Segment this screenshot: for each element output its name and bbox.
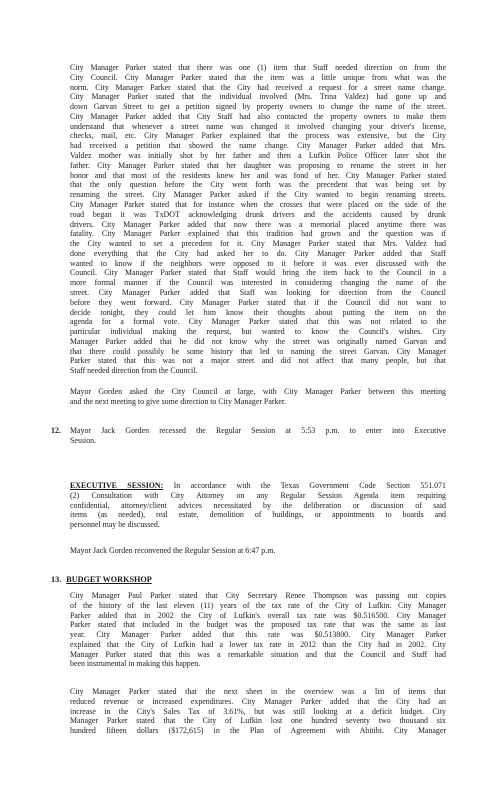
text-line: been instrumental in making this happen. bbox=[70, 659, 201, 669]
paragraph-budget-overview bbox=[70, 687, 446, 736]
text-line: that there could possibly be some history that led to naming the street Garvan. City Manager bbox=[70, 346, 446, 356]
text-line: items (as needed), real estate, demolition of buildings, or appointments to boards and bbox=[70, 510, 446, 520]
text-line: of the history of the last eleven (11) years of the tax rate of the City of Lufkin. City Manager bbox=[70, 600, 446, 610]
item-number: 13. bbox=[51, 575, 62, 584]
text-line: City Manager Paul Parker stated that City Secretary Renee Thompson was passing out copies bbox=[70, 591, 446, 600]
text-line: year. City Manager Parker added that this rate was $0.513800. City Manager Parker bbox=[70, 630, 446, 640]
text-line: before they went forward. City Manager Parker stated that if the Council did not want to bbox=[70, 297, 446, 307]
text-line: Mayor Jack Gorden recessed the Regular Session at 5:53 p.m. to enter into Executive bbox=[70, 426, 446, 435]
text-line: understand that whenever a street name was changed it involved changing your driver's license, bbox=[70, 121, 446, 131]
text-line: personnel may be discussed. bbox=[70, 520, 160, 530]
text-line: road began it was TxDOT acknowledging drunk drivers and the accidents caused by drunk bbox=[70, 209, 446, 219]
text-line: drivers. City Manager Parker added that now there was a memorial placed anytime there was bbox=[70, 219, 446, 229]
text-line: City Manager Parker stated that the individual involved (Mrs. Trina Valdez) had gone up and bbox=[70, 92, 446, 102]
text-line: down Garvan Street to get a petition signed by property owners to change the name of the street. bbox=[70, 102, 446, 112]
text-line: Session. bbox=[70, 435, 97, 445]
text-line: renaming the street. City Manager Parker asked if the City wanted to begin renaming streets. bbox=[70, 190, 446, 200]
text-line: explained that the City of Lufkin had a lower tax rate in 2012 than the City had in 2002. City bbox=[70, 639, 446, 649]
text-line: checks, mail, etc. City Manager Parker explained that the process was extensive, but the City bbox=[70, 131, 446, 141]
executive-session-paragraph bbox=[70, 481, 446, 530]
text-line: Manager Parker added that he did not know why the street was originally named Garvan and bbox=[70, 336, 446, 346]
text-line: hundred fifteen dollars ($172,615) in the Plan of Agreement with Abitibi. City Manager bbox=[70, 726, 446, 736]
text-line: and the next meeting to give some direction to City Manager Parker. bbox=[70, 396, 287, 406]
text-line: decide tonight, they could let him know their thoughts about putting the item on the bbox=[70, 307, 446, 317]
text-line: Parker stated that included in the budget was the proposed tax rate that was the same as last bbox=[70, 620, 446, 630]
text-line: had received a petition that showed the name change. City Manager Parker added that Mrs. bbox=[70, 141, 446, 151]
text-line: fatality. City Manager Parker explained that this tradition had grown and the question was if bbox=[70, 229, 446, 239]
text-line: Staff needed direction from the Council. bbox=[70, 366, 198, 376]
text-line: Parker added that in 2002 the City of Lufkin's overall tax rate was $0.516500. City Manager bbox=[70, 610, 446, 620]
text-line: more formal manner if the Council was interested in considering changing the name of the bbox=[70, 278, 446, 288]
text-line: norm. City Manager Parker stated that the City had received a request for a street name change. bbox=[70, 82, 446, 92]
agenda-item-13-heading bbox=[51, 575, 152, 584]
text-line: City Manager Parker stated that the next sheet in the overview was a list of items that bbox=[70, 687, 446, 696]
text-line: street. City Manager Parker added that Staff was looking for direction from the Council bbox=[70, 287, 446, 297]
text-line: Mayor Gorden asked the City Council at large, with City Manager Parker between this meeting bbox=[70, 387, 446, 396]
budget-workshop-title: BUDGET WORKSHOP bbox=[66, 575, 152, 584]
text-line: Parker stated that this was not a major street and did not affect that many people, but that bbox=[70, 356, 446, 366]
text-line: the City wanted to set a precedent for it. City Manager Parker stated that Mrs. Valdez had bbox=[70, 239, 446, 249]
recess-paragraph bbox=[70, 426, 446, 446]
executive-session-label: EXECUTIVE SESSION: bbox=[70, 481, 164, 490]
text-line: City Manager Parker stated that there was one (1) item that Staff needed direction on from the bbox=[70, 63, 446, 72]
text-line: particular individual making the request, but wanted to know the Council's wishes. City bbox=[70, 327, 446, 337]
text-line: done everything that the City had asked her to do. City Manager Parker added that Staff bbox=[70, 248, 446, 258]
text-line: Valdez mother was initially shot by her father and then a Lufkin Police Officer later shot the bbox=[70, 151, 446, 161]
text-line: City Manager Parker added that City Staff had also contacted the property owners to make them bbox=[70, 111, 446, 121]
paragraph-street-name-change bbox=[70, 63, 446, 376]
executive-session-text: In accordance with the Texas Government Code Section 551.071 bbox=[163, 481, 446, 490]
text-line: Manager Parker stated that the City of Lufkin lost one hundred seventy two thousand six bbox=[70, 716, 446, 726]
text-line: agenda for a formal vote. City Manager Parker stated that this was not related to the bbox=[70, 317, 446, 327]
text-line: wanted to know if the neighbors were opposed to it before it was ever discussed with the bbox=[70, 258, 446, 268]
text-line: Manager Parker stated that this was a remarkable situation and that the Council and Staff had bbox=[70, 649, 446, 659]
item-number: 12. bbox=[51, 426, 61, 435]
text-line: (2) Consultation with City Attorney on any Regular Session Agenda item requiring bbox=[70, 490, 446, 500]
paragraph-mayor-direction bbox=[70, 387, 446, 407]
reconvened-line bbox=[70, 546, 446, 556]
reconvened-text: Mayor Jack Gorden reconvened the Regular Session at 6:47 p.m. bbox=[70, 546, 276, 555]
text-line: reduced revenue or increased expenditures. City Manager Parker added that the City had an bbox=[70, 696, 446, 706]
text-line: confidential, attorney/client advices necessitated by the deliberation or discussion of said bbox=[70, 500, 446, 510]
text-line: increase in the City's Sales Tax of 3.61%, but was still looking at a deficit budget. City bbox=[70, 706, 446, 716]
text-line: City Manager Parker stated that for instance when the crosses that were placed on the side of the bbox=[70, 199, 446, 209]
text-line: City Council. City Manager Parker stated that the item was a little unique from what was the bbox=[70, 72, 446, 82]
text-line: honor and that most of the residents knew her and was fond of her. City Manager Parker stated bbox=[70, 170, 446, 180]
text-line: Council. City Manager Parker stated that Staff would bring the item back to the Council in a bbox=[70, 268, 446, 278]
paragraph-budget-tax-history bbox=[70, 591, 446, 669]
text-line: that the only question before the City went forth was the precedent that was being set by bbox=[70, 180, 446, 190]
text-line: father. City Manager Parker stated that her daughter was proposing to rename the street in her bbox=[70, 160, 446, 170]
